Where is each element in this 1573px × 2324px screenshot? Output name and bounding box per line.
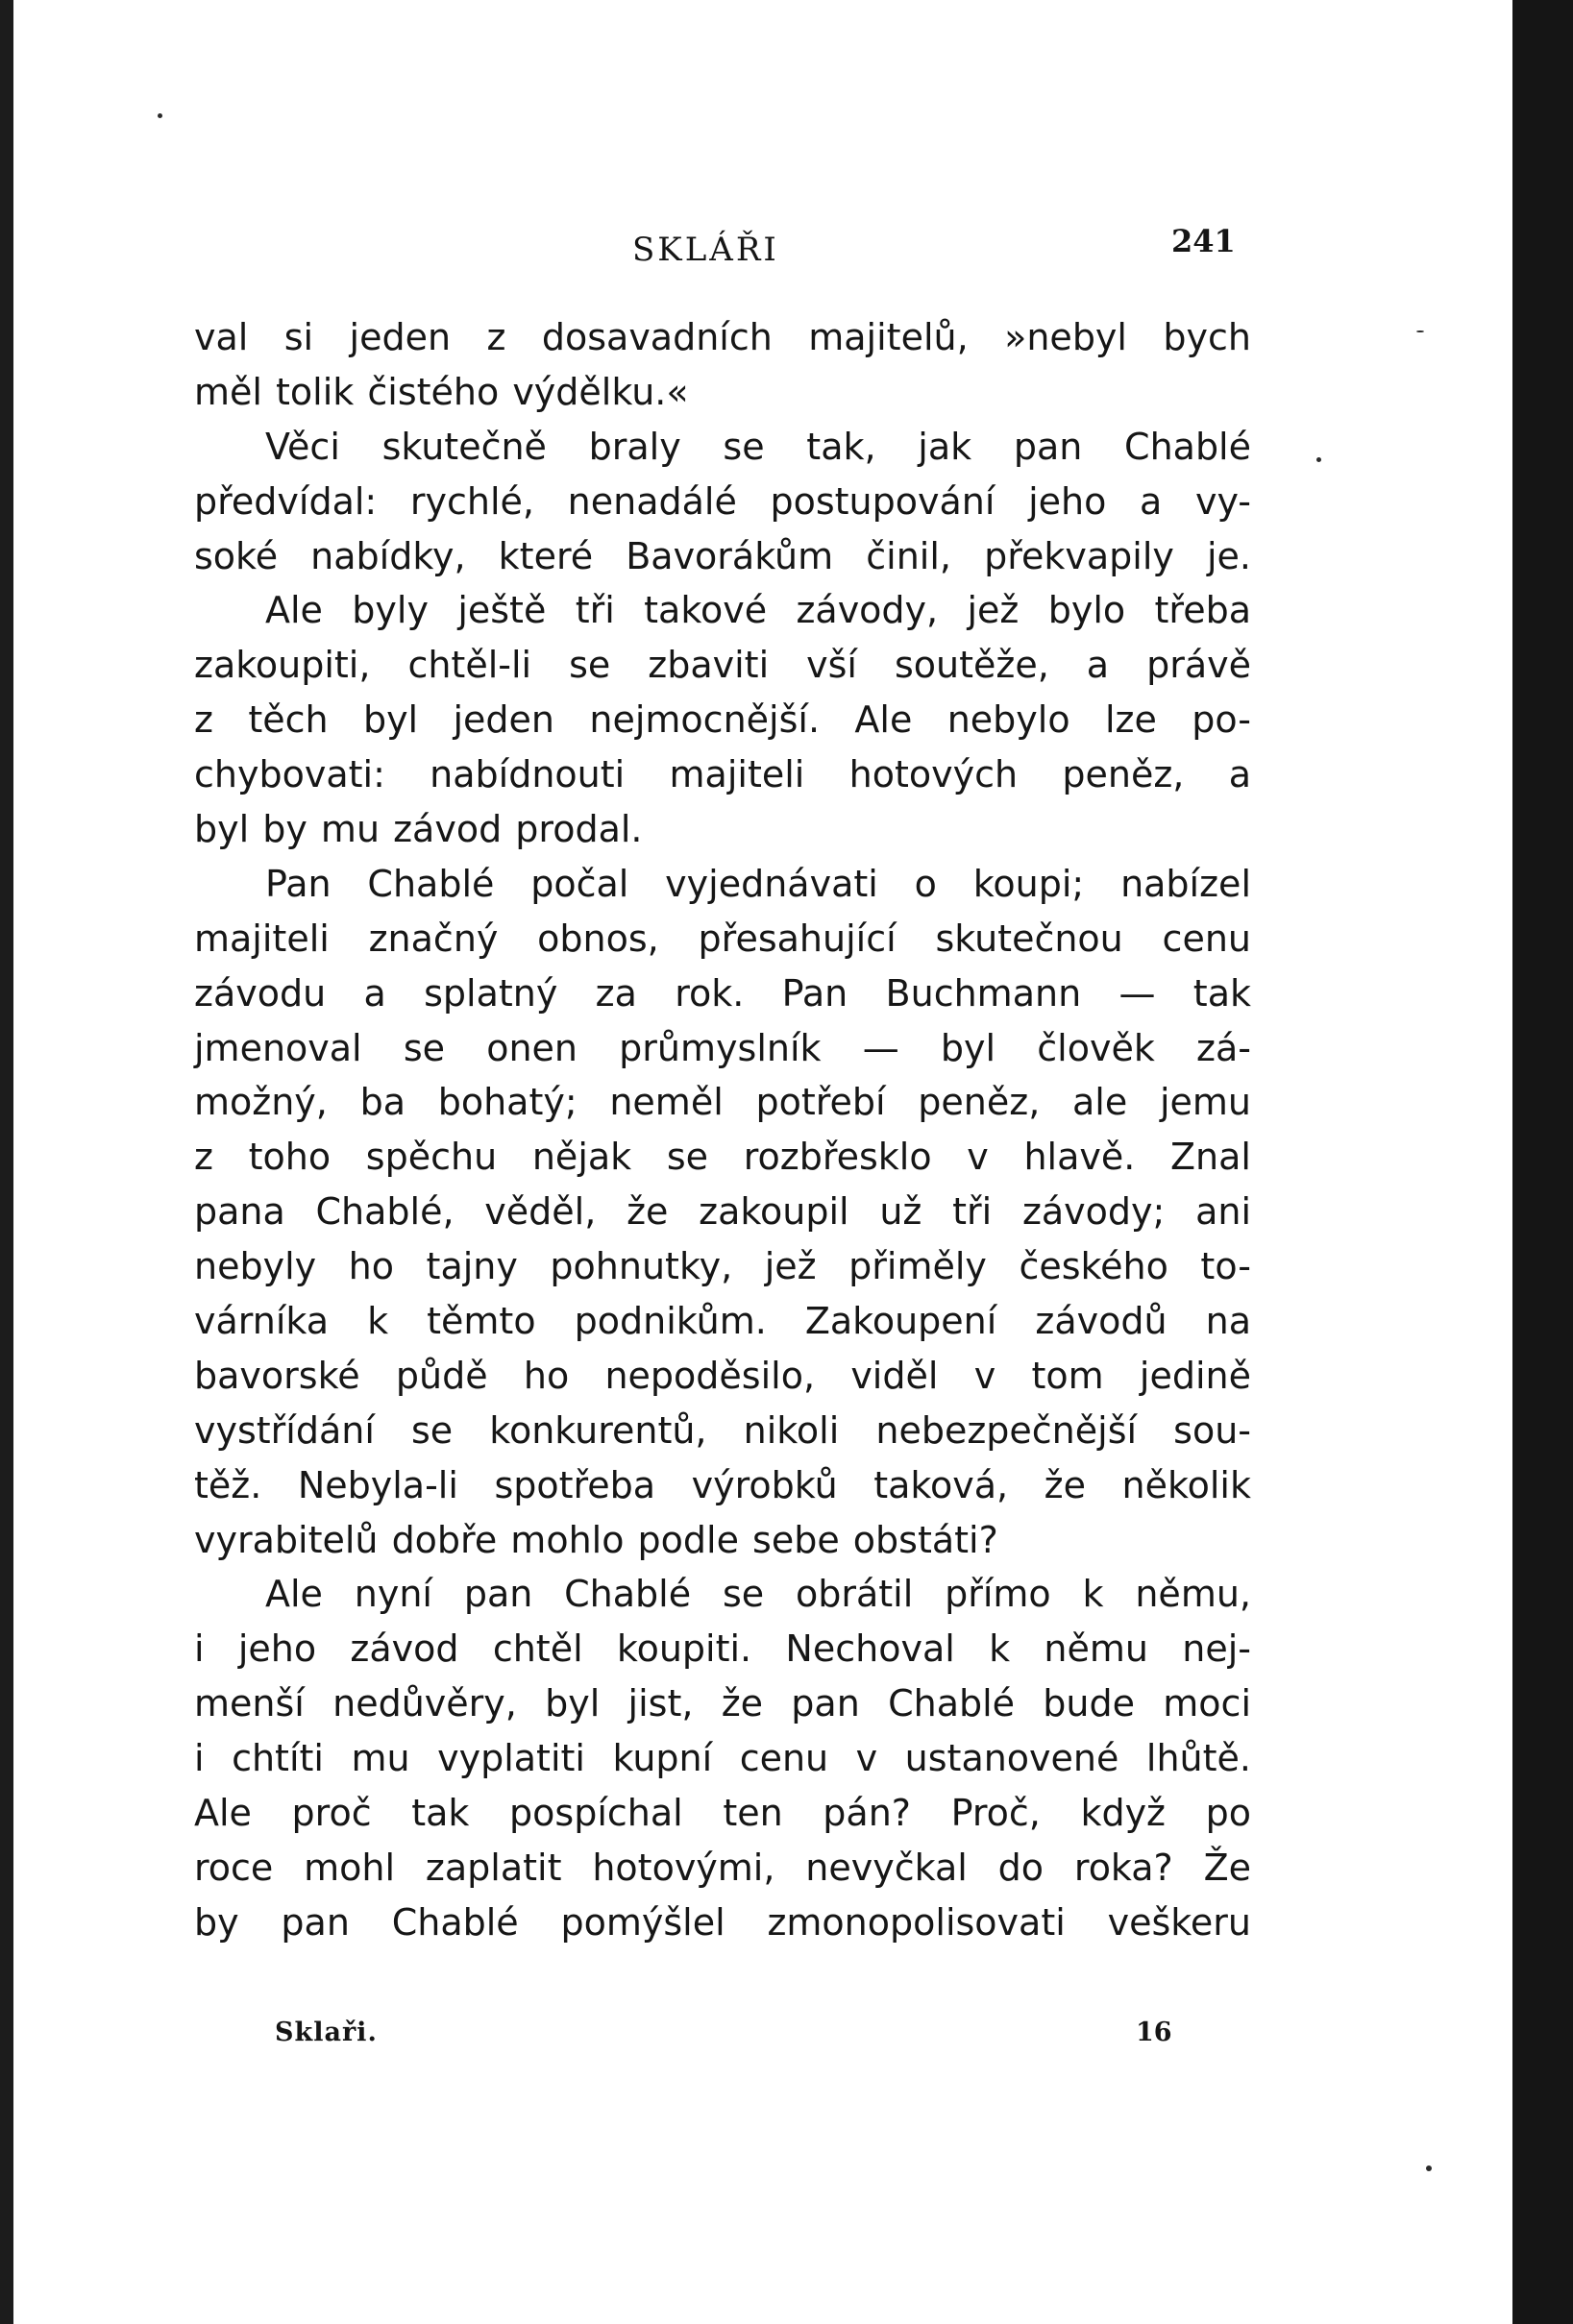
text-line: val si jeden z dosavadních majitelů, »nebyl bych bbox=[194, 316, 1251, 358]
text-line: byl by mu závod prodal. bbox=[194, 808, 643, 851]
text-line: i jeho závod chtěl koupiti. Nechoval k němu nej- bbox=[194, 1627, 1251, 1671]
text-line: várníka k těmto podnikům. Zakoupení závodů na bbox=[194, 1300, 1251, 1343]
body-text bbox=[194, 310, 1251, 1950]
page-number: 241 bbox=[1171, 223, 1236, 259]
text-line: měl tolik čistého výdělku.« bbox=[194, 370, 689, 413]
text-line: Ale byly ještě tři takové závody, jež bylo třeba bbox=[265, 589, 1251, 632]
scan-right-edge bbox=[1512, 0, 1573, 2324]
print-speck bbox=[1316, 457, 1321, 462]
text-line: majiteli značný obnos, přesahující skutečnou cenu bbox=[194, 917, 1251, 960]
text-line: jmenoval se onen průmyslník — byl člověk zá- bbox=[194, 1026, 1251, 1069]
text-line: z těch byl jeden nejmocnější. Ale nebylo lze po- bbox=[194, 698, 1251, 742]
text-line: bavorské půdě ho nepoděsilo, viděl v tom jedině bbox=[194, 1354, 1251, 1397]
signature-number: 16 bbox=[1136, 2018, 1172, 2047]
text-line: i chtíti mu vyplatiti kupní cenu v ustanovené lhůtě. bbox=[194, 1737, 1251, 1780]
text-line: menší nedůvěry, byl jist, že pan Chablé bude moci bbox=[194, 1682, 1251, 1725]
print-speck bbox=[158, 113, 162, 118]
text-line: pana Chablé, věděl, že zakoupil už tři závody; ani bbox=[194, 1190, 1251, 1234]
text-line: soké nabídky, které Bavorákům činil, překvapily je. bbox=[194, 534, 1251, 577]
text-line: Ale nyní pan Chablé se obrátil přímo k němu, bbox=[265, 1573, 1251, 1616]
text-line: Věci skutečně braly se tak, jak pan Chablé bbox=[265, 425, 1251, 468]
signature-mark: Sklaři. bbox=[275, 2018, 378, 2047]
text-line: z toho spěchu nějak se rozbřesklo v hlavě. Znal bbox=[194, 1136, 1251, 1179]
text-line: možný, ba bohatý; neměl potřebí peněz, ale jemu bbox=[194, 1081, 1251, 1124]
page-footer bbox=[13, 2018, 1512, 2066]
text-line: závodu a splatný za rok. Pan Buchmann — tak bbox=[194, 971, 1251, 1015]
text-line: Pan Chablé počal vyjednávati o koupi; nabízel bbox=[265, 862, 1251, 905]
print-speck bbox=[1416, 330, 1424, 332]
text-line: roce mohl zaplatit hotovými, nevyčkal do roka? Že bbox=[194, 1846, 1251, 1889]
page-header bbox=[13, 223, 1512, 281]
book-page bbox=[13, 0, 1512, 2324]
text-line: nebyly ho tajny pohnutky, jež přiměly českého to- bbox=[194, 1245, 1251, 1288]
running-title: SKLÁŘI bbox=[632, 231, 779, 269]
text-line: by pan Chablé pomýšlel zmonopolisovati veškeru bbox=[194, 1900, 1251, 1944]
text-line: těž. Nebyla-li spotřeba výrobků taková, že několik bbox=[194, 1463, 1251, 1506]
print-speck bbox=[1426, 2165, 1432, 2171]
text-line: vystřídání se konkurentů, nikoli nebezpečnější sou- bbox=[194, 1408, 1251, 1452]
text-line: Ale proč tak pospíchal ten pán? Proč, když po bbox=[194, 1792, 1251, 1835]
text-line: předvídal: rychlé, nenadálé postupování jeho a vy- bbox=[194, 479, 1251, 523]
text-line: zakoupiti, chtěl-li se zbaviti vší soutěže, a právě bbox=[194, 644, 1251, 687]
text-line: chybovati: nabídnouti majiteli hotových peněz, a bbox=[194, 753, 1251, 796]
text-line: vyrabitelů dobře mohlo podle sebe obstáti? bbox=[194, 1518, 998, 1561]
scan-left-edge bbox=[0, 0, 13, 2324]
